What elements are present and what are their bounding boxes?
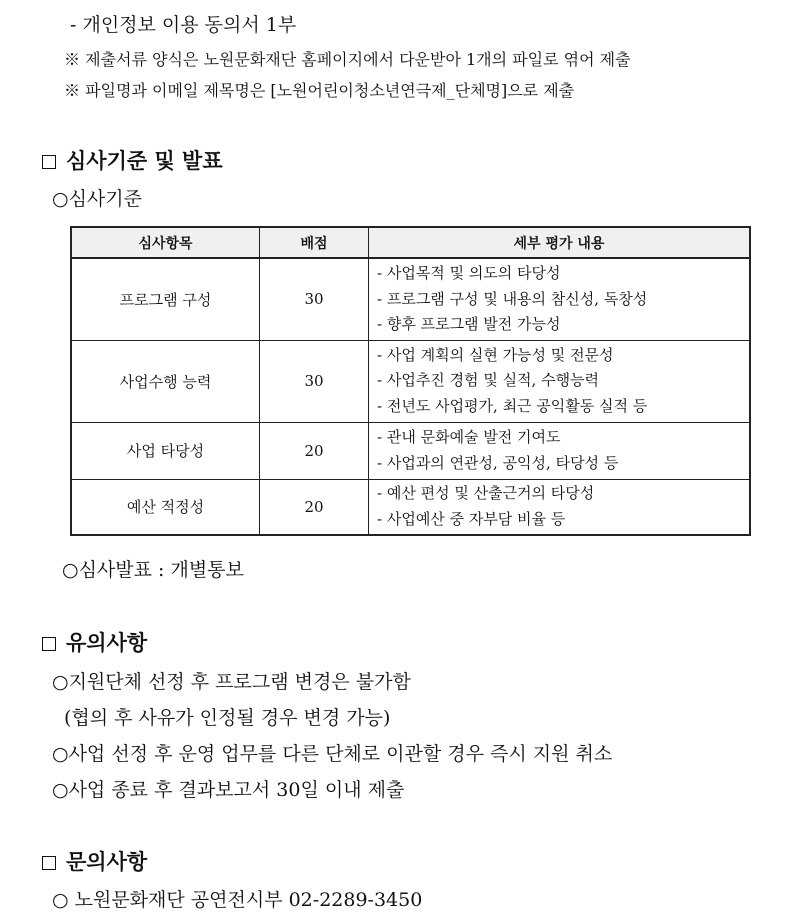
review-announcement: ○심사발표 : 개별통보 <box>62 559 244 581</box>
header-details: 세부 평가 내용 <box>369 227 751 258</box>
detail-line: - 사업추진 경험 및 실적, 수행능력 <box>377 371 600 390</box>
row-score: 30 <box>260 258 369 340</box>
header-score: 배점 <box>260 227 369 258</box>
section-title: 문의사항 <box>66 850 148 874</box>
row-item: 사업수행 능력 <box>71 340 260 422</box>
table-row <box>71 422 750 479</box>
header-item: 심사항목 <box>71 227 260 258</box>
row-details <box>369 422 751 479</box>
row-details <box>369 258 751 340</box>
detail-line: - 사업과의 연관성, 공익성, 타당성 등 <box>377 453 619 472</box>
note-line: ○사업 선정 후 운영 업무를 다른 단체로 이관할 경우 즉시 지원 취소 <box>52 743 613 765</box>
row-item: 사업 타당성 <box>71 422 260 479</box>
section-heading-review <box>42 145 223 175</box>
row-item: 예산 적정성 <box>71 479 260 535</box>
checkbox-square-icon <box>42 155 56 169</box>
review-criteria-label: ○심사기준 <box>52 188 142 210</box>
checkbox-square-icon <box>42 637 56 651</box>
row-details <box>369 479 751 535</box>
note-line: (협의 후 사유가 인정될 경우 변경 가능) <box>64 707 391 729</box>
note-line: ○지원단체 선정 후 프로그램 변경은 불가함 <box>52 671 411 693</box>
section-heading-notes <box>42 627 147 657</box>
detail-line: - 예산 편성 및 산출근거의 타당성 <box>377 484 595 503</box>
section-title: 유의사항 <box>66 631 148 655</box>
review-criteria-table <box>70 226 751 536</box>
detail-line: - 관내 문화예술 발전 기여도 <box>377 428 561 446</box>
row-score: 30 <box>260 340 369 422</box>
required-doc-item: - 개인정보 이용 동의서 1부 <box>70 14 297 36</box>
detail-line: - 사업목적 및 의도의 타당성 <box>377 264 561 282</box>
section-title: 심사기준 및 발표 <box>66 149 223 173</box>
detail-line: - 사업 계획의 실현 가능성 및 전문성 <box>377 345 614 364</box>
contact-line: ○ 노원문화재단 공연전시부 02-2289-3450 <box>52 889 423 911</box>
detail-line: - 사업예산 중 자부담 비율 등 <box>377 509 566 528</box>
detail-line: - 프로그램 구성 및 내용의 참신성, 독창성 <box>377 289 648 308</box>
table-row <box>71 479 750 535</box>
row-item: 프로그램 구성 <box>71 258 260 340</box>
table-row <box>71 258 750 340</box>
filename-note: ※ 파일명과 이메일 제목명은 [노원어린이청소년연극제_단체명]으로 제출 <box>64 81 575 100</box>
detail-line: - 전년도 사업평가, 최근 공익활동 실적 등 <box>377 396 648 415</box>
detail-line: - 향후 프로그램 발전 가능성 <box>377 315 561 333</box>
row-score: 20 <box>260 422 369 479</box>
section-heading-inquiry <box>42 846 147 876</box>
checkbox-square-icon <box>42 856 56 870</box>
submission-note: ※ 제출서류 양식은 노원문화재단 홈페이지에서 다운받아 1개의 파일로 엮어 제출 <box>64 50 631 69</box>
row-details <box>369 340 751 422</box>
note-line: ○사업 종료 후 결과보고서 30일 이내 제출 <box>52 779 405 801</box>
table-header-row <box>71 227 750 258</box>
row-score: 20 <box>260 479 369 535</box>
table-row <box>71 340 750 422</box>
